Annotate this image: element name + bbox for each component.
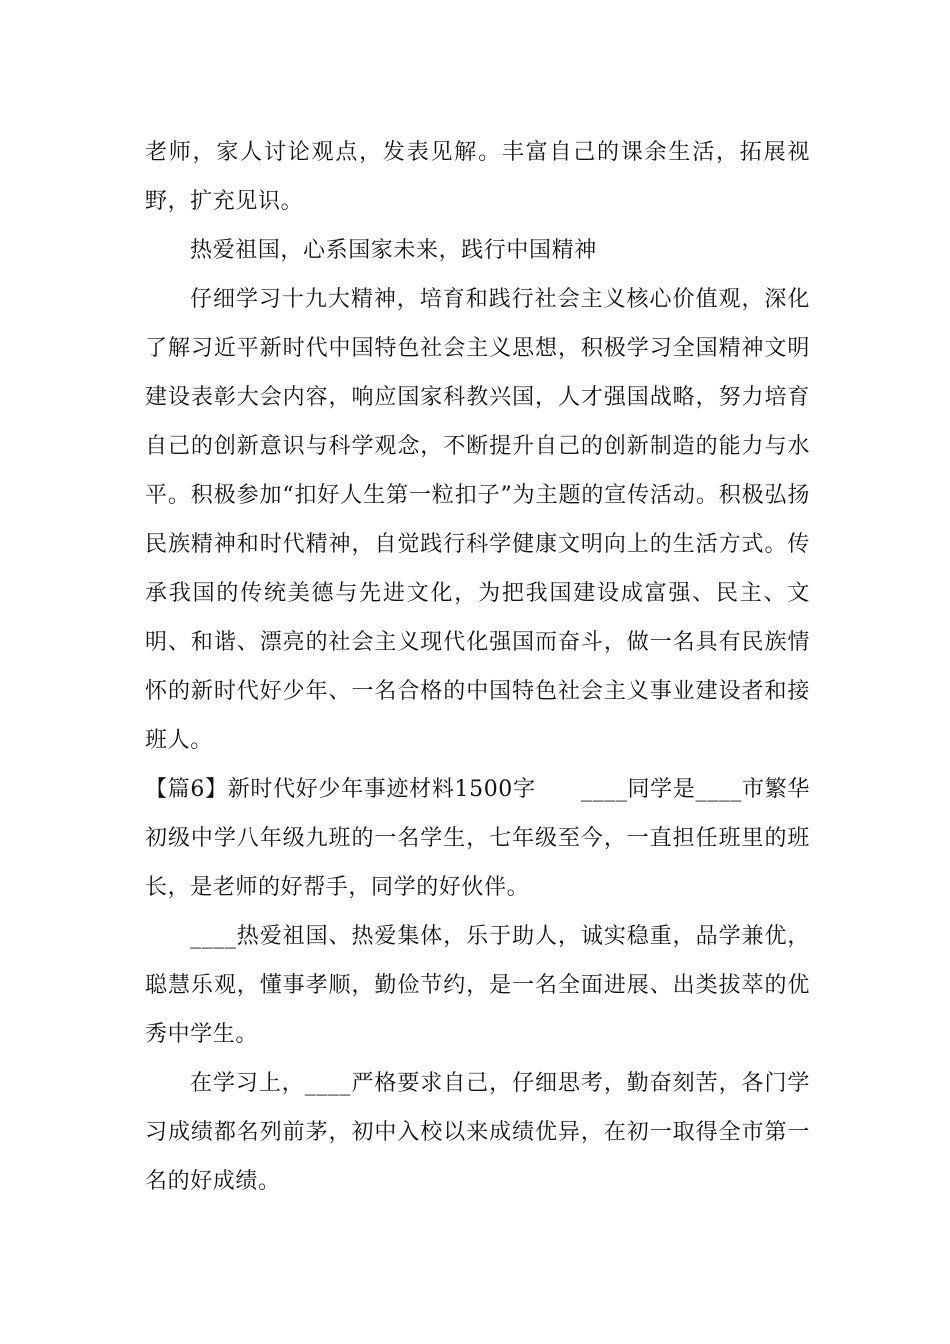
- paragraph-character: ____热爱祖国、热爱集体，乐于助人，诚实稳重，品学兼优，聪慧乐观，懂事孝顺，勤俭节约，是一名全面进展、出类拔萃的优秀中学生。: [145, 924, 810, 1047]
- document-body: [145, 128, 810, 1206]
- section-title-part6: 【篇6】新时代好少年事迹材料1500字 ____同学是____市繁华初级中学八年级九班的一名学生，七年级至今，一直担任班里的班长，是老师的好帮手，同学的好伙伴。: [145, 777, 810, 900]
- paragraph-heading-patriotism: 热爱祖国，心系国家未来，践行中国精神: [190, 238, 597, 263]
- paragraph-continuation: 老师，家人讨论观点，发表见解。丰富自己的课余生活，拓展视野，扩充见识。: [145, 140, 810, 214]
- paragraph-study-spirit: 仔细学习十九大精神，培育和践行社会主义核心价值观，深化了解习近平新时代中国特色社会主义思想，积极学习全国精神文明建设表彰大会内容，响应国家科教兴国，人才强国战略，努力培育自己的创新意识与科学观念，不断提升自己的创新制造的能力与水平。积极参加“扣好人生第一粒扣子”为主题的宣传活动。积极弘扬民族精神和时代精神，自觉践行科学健康文明向上的生活方式。传承我国的传统美德与先进文化，为把我国建设成富强、民主、文明、和谐、漂亮的社会主义现代化强国而奋斗，做一名具有民族情怀的新时代好少年、一名合格的中国特色社会主义事业建设者和接班人。: [145, 287, 810, 753]
- paragraph-study-achievement: 在学习上，____严格要求自己，仔细思考，勤奋刻苦，各门学习成绩都名列前茅，初中入校以来成绩优异，在初一取得全市第一名的好成绩。: [145, 1071, 810, 1194]
